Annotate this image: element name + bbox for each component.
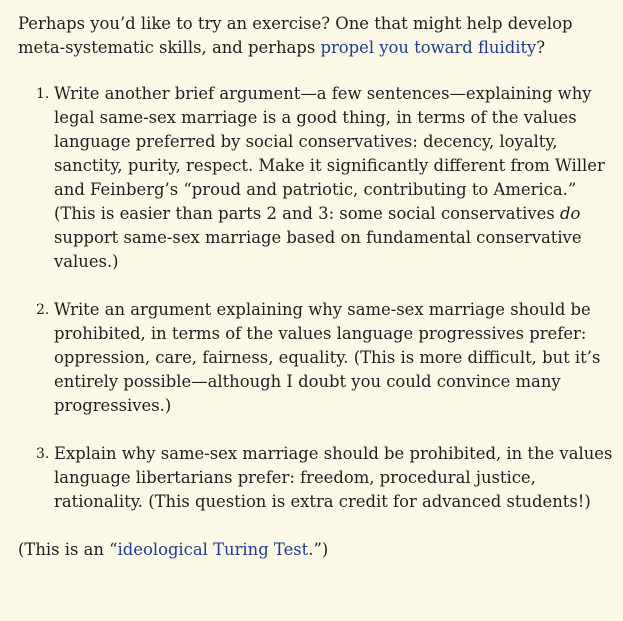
- exercise-number: 1.: [36, 86, 50, 102]
- exercise-text: Write another brief argument—a few sentences—explaining why legal same-sex marriage is a good thing, in terms of the values language preferred by social conservatives: decency, loyalty, sanctity, purity, respect. Make it significantly different from Willer and Feinberg’s “proud and patriotic, contributing to America.” (This is easier than parts 2 and 3: some social conservatives: [54, 84, 605, 223]
- intro-text-after: ?: [536, 38, 546, 57]
- intro-paragraph: [18, 12, 578, 60]
- exercise-number: 3.: [36, 446, 50, 462]
- propel-fluidity-link[interactable]: propel you toward fluidity: [320, 38, 537, 57]
- exercise-text: Explain why same-sex marriage should be prohibited, in the values language libertarians prefer: freedom, procedural justice, rationality. (This question is extra credit for advanced students!): [54, 444, 613, 511]
- outro-paragraph: [18, 538, 607, 562]
- exercise-list: [18, 82, 613, 514]
- exercise-text: Write an argument explaining why same-sex marriage should be prohibited, in terms of the values language progressives prefer: oppression, care, fairness, equality. (This is more difficult, but it’s entirely possible—although I doubt you could convince many progressives.): [54, 300, 601, 415]
- exercise-item-1: [18, 82, 614, 274]
- exercise-item-3: [18, 442, 614, 514]
- intro-text-before: Perhaps you’d like to try an exercise? One that might help develop meta-systematic skills, and perhaps: [18, 14, 573, 57]
- exercise-item-2: [18, 298, 614, 418]
- outro-text-before: (This is an “: [18, 540, 118, 559]
- turing-test-link[interactable]: ideological Turing Test: [117, 540, 309, 559]
- outro-text-after: .”): [308, 540, 329, 559]
- exercise-number: 2.: [36, 302, 50, 318]
- exercise-text: support same-sex marriage based on fundamental conservative values.): [54, 228, 582, 271]
- exercise-emphasis: do: [559, 204, 581, 223]
